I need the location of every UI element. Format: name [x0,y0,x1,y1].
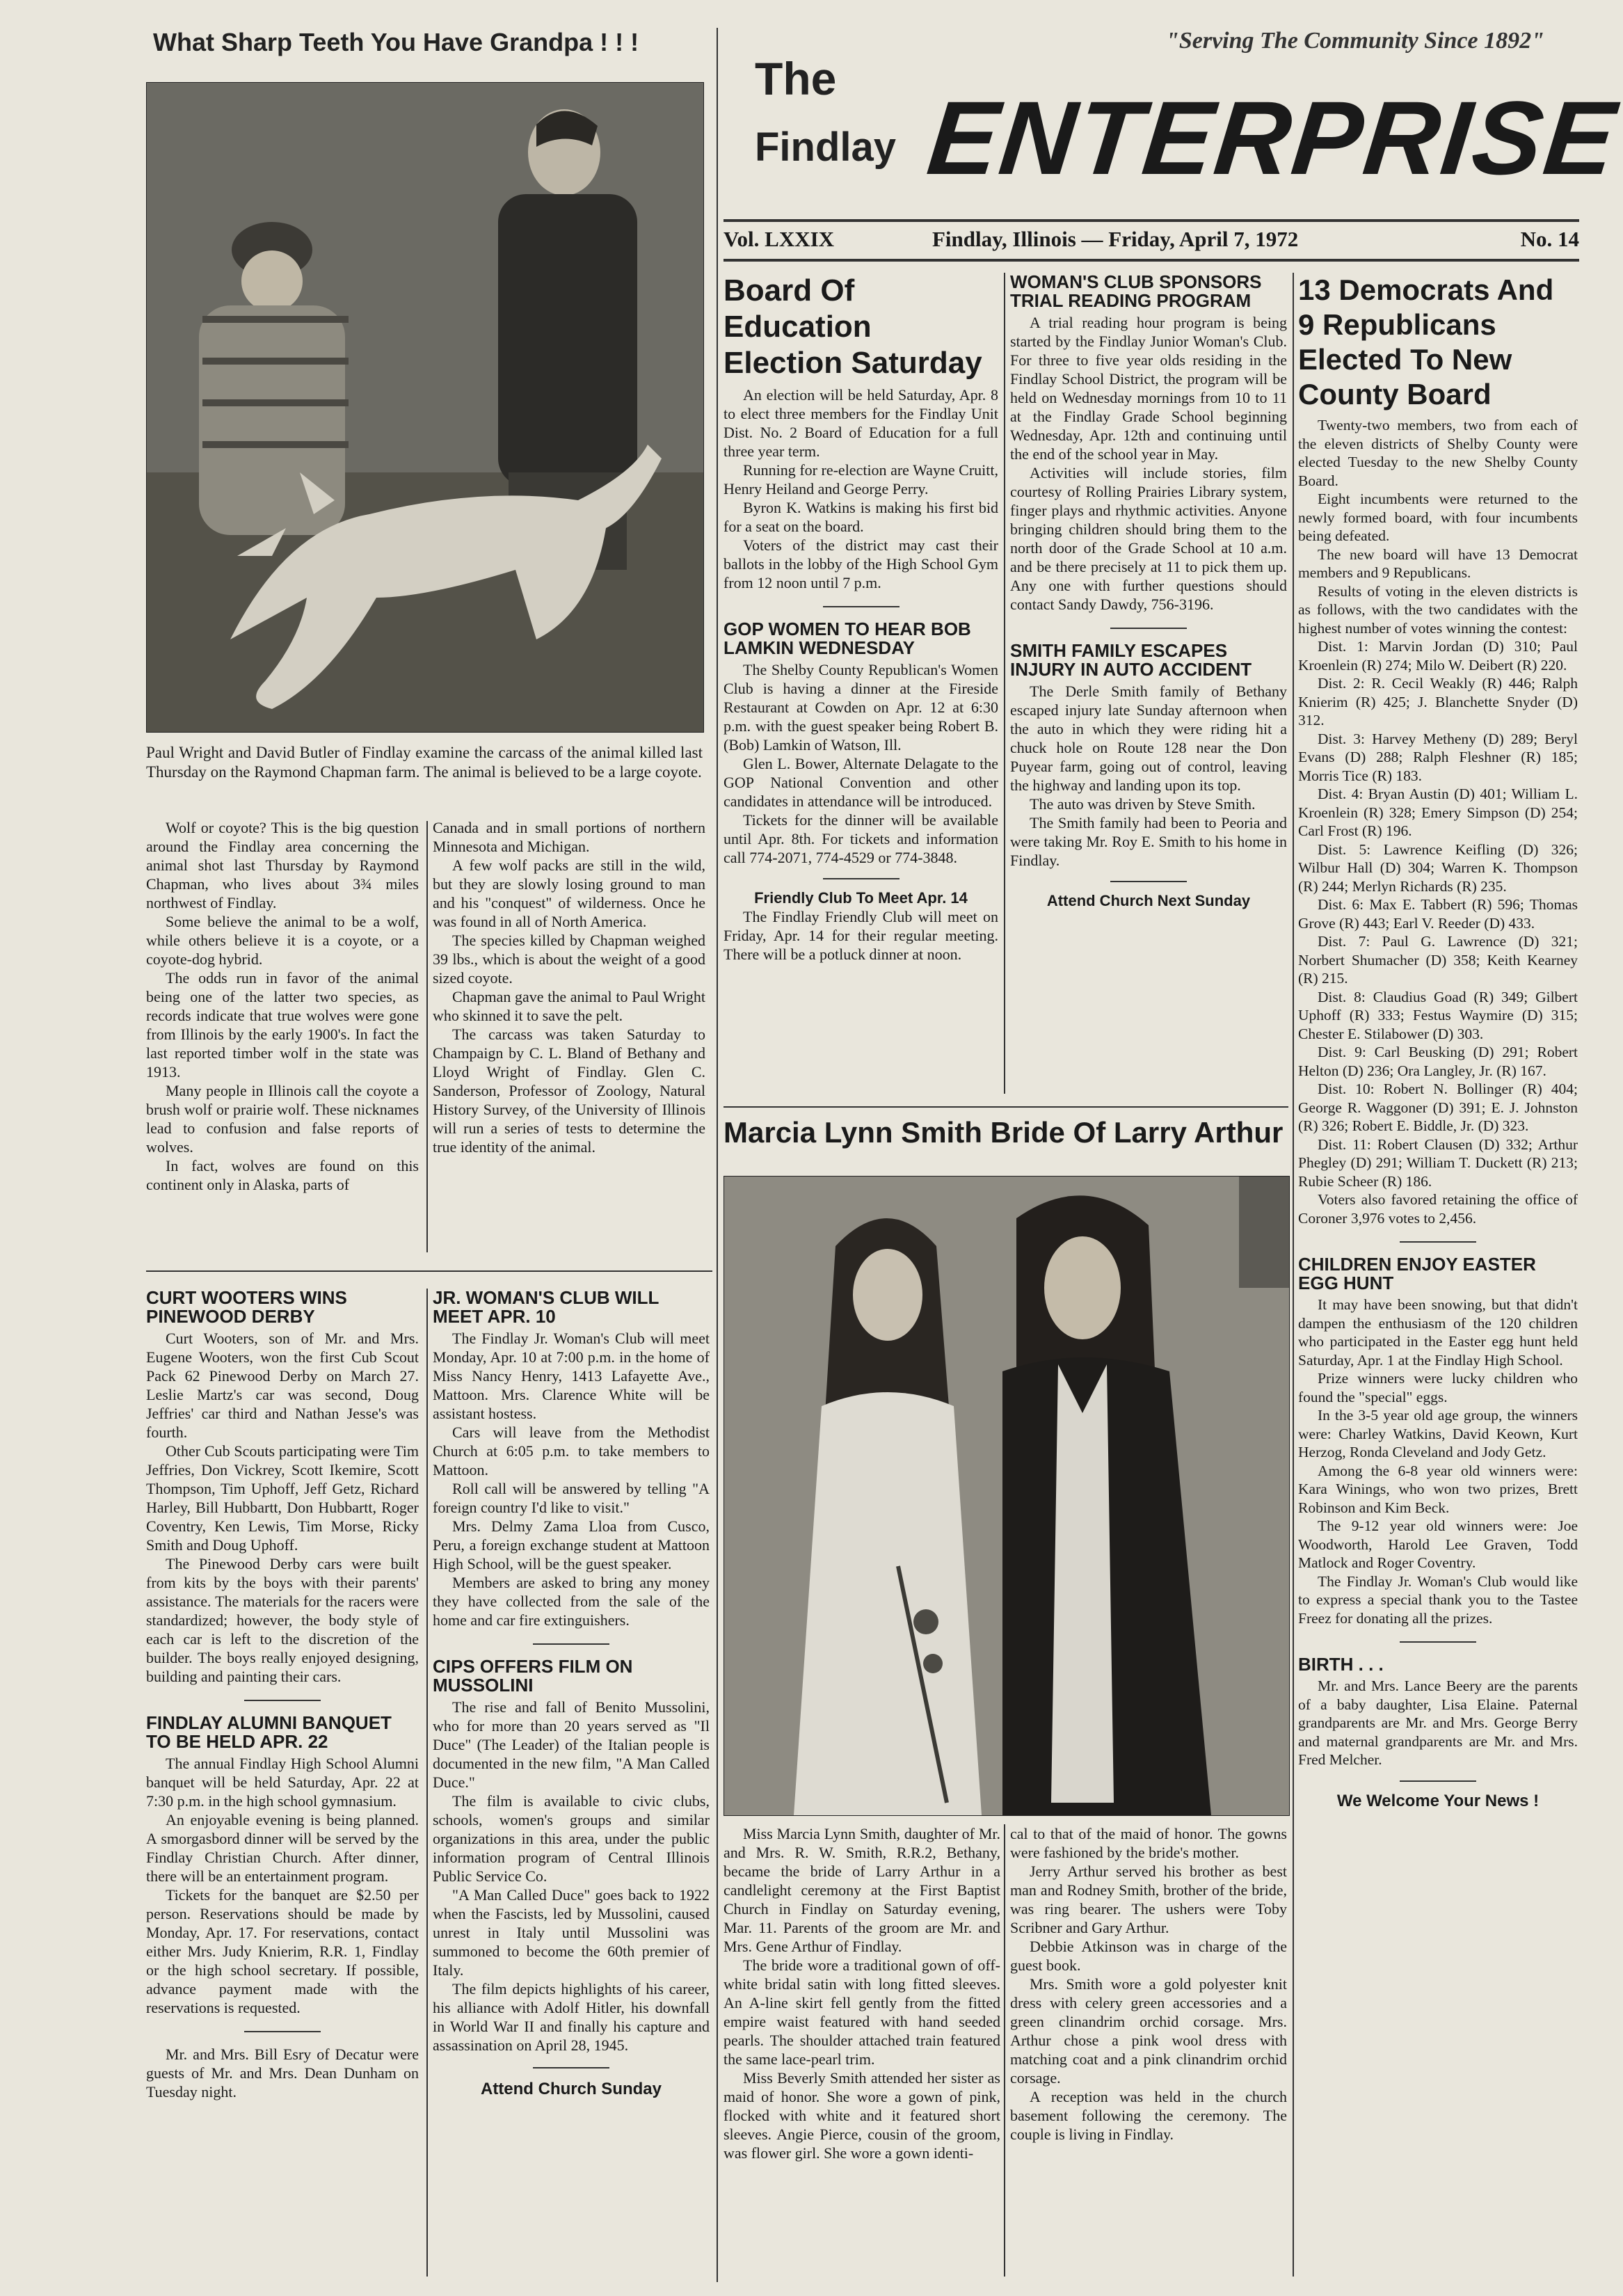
masthead-enterprise: ENTERPRISE [922,79,1623,196]
county-article [1298,273,1578,1811]
cips-title: CIPS OFFERS FILM ON MUSSOLINI [433,1656,633,1696]
cips-paragraph: The rise and fall of Benito Mussolini, who for more than 20 years served as "Il Duce" (The Leader) of the Italian people is documented in the new film, "A Man Called Duce." [433,1698,710,1791]
section-rule [723,1106,1288,1108]
wedding-paragraph: Debbie Atkinson was in charge of the guest book. [1010,1938,1287,1974]
county-paragraph: Voters also favored retaining the office of Coroner 3,976 votes to 2,456. [1298,1191,1578,1227]
wedding-column-1 [723,1824,1000,2162]
board-paragraph: Byron K. Watkins is making his first bid for a seat on the board. [723,499,998,535]
derby-paragraph: Other Cub Scouts participating were Tim Jeffries, Don Vickrey, Scott Ikemire, Scott Thompson, Tim Uphoff, Jeff Getz, Richard Harley, Bill Hubbartt, Don Hubbartt, Roger Coventry, Ken Lewis, Tim Morse, Ricky Smith and Doug Uphoff. [146,1442,419,1554]
masthead-rule [723,219,1579,222]
jrwoman-title: JR. WOMAN'S CLUB WILL MEET APR. 10 [433,1287,659,1327]
county-paragraph: Dist. 10: Robert N. Bollinger (R) 404; George R. Waggoner (D) 391; E. J. Johnston (R) 326; Robert E. Biddle, Jr. (D) 323. [1298,1081,1578,1134]
coyote-paragraph: A few wolf packs are still in the wild, but they are slowly losing ground to man and his "conquest" of wilderness. Once he was found in all of North America. [433,856,705,930]
wedding-paragraph: cal to that of the maid of honor. The gowns were fashioned by the bride's mother. [1010,1825,1287,1861]
coyote-column-2 [433,818,705,1156]
derby-title: CURT WOOTERS WINS PINEWOOD DERBY [146,1287,347,1327]
headline-text: What Sharp Teeth You Have Grandpa ! ! ! [153,28,639,56]
coyote-paragraph: The species killed by Chapman weighed 39 lbs., which is about the weight of a good sized coyote. [433,932,705,987]
divider [1110,628,1187,629]
gop-paragraph: Glen L. Bower, Alternate Delagate to the GOP National Convention and other candidates in attendance will be introduced. [723,755,998,810]
easter-paragraph: The 9-12 year old winners were: Joe Woodworth, Harold Lee Graven, Todd Matlock and Roger Coventry. [1298,1517,1578,1571]
jrwoman-paragraph: The Findlay Jr. Woman's Club will meet Monday, Apr. 10 at 7:00 p.m. in the home of Miss Nancy Henry, 1413 Lafayette Ave., Mattoon. Mrs. Clarence White will be assistant hostess. [433,1330,710,1422]
county-paragraph: Results of voting in the eleven districts is as follows, with the two candidates with the highest number of votes winning the contest: [1298,582,1578,637]
alumni-paragraph: An enjoyable evening is being planned. A smorgasbord dinner will be served by the Findlay Christian Church. After dinner, there will be an entertainment program. [146,1811,419,1885]
derby-article [146,1289,419,2101]
friendly-text: The Findlay Friendly Club will meet on Friday, Apr. 14 for their regular meeting. There will be a potluck dinner at noon. [723,908,998,963]
esry-item: Mr. and Mrs. Bill Esry of Decatur were guests of Mr. and Mrs. Dean Dunham on Tuesday night. [146,2046,419,2100]
divider [823,606,900,607]
wedding-title: Marcia Lynn Smith Bride Of Larry Arthur [723,1116,1284,1149]
reading-paragraph: A trial reading hour program is being started by the Findlay Junior Woman's Club. For three to five year olds residing in the Findlay School District, the program will be held on Wednesday mornings from 10 to 11 at the Findlay Grade School beginning Wednesday, Apr. 12th and continuing until the end of the school year in May. [1010,314,1287,463]
coyote-paragraph: The odds run in favor of the animal being one of the latter two species, as records indicate that true wolves were gone from Illinois by the early 1900's. In fact the last reported timber wolf in the state was 1913. [146,969,419,1081]
wedding-photo-image [724,1177,1289,1815]
cips-footer: Attend Church Sunday [480,2080,662,2098]
coyote-paragraph: Wolf or coyote? This is the big question around the Findlay area concerning the animal shot last Thursday by Raymond Chapman, who lives about 3¾ miles northwest of Findlay. [146,819,419,911]
page-divider [717,28,718,2282]
divider [1110,881,1187,882]
wedding-paragraph: Miss Beverly Smith attended her sister as maid of honor. She wore a gown of pink, flocked with white and it featured short sleeves. Angie Pierce, cousin of the groom, was flower girl. She wore a gown identi- [723,2069,1000,2162]
section-rule [146,1270,712,1272]
county-paragraph: Eight incumbents were returned to the newly formed board, with four incumbents being defeated. [1298,491,1578,544]
wedding-paragraph: Miss Marcia Lynn Smith, daughter of Mr. and Mrs. R. W. Smith, R.R.2, Bethany, became the bride of Larry Arthur in a candlelight ceremony at the First Baptist Church in Findlay on Saturday evening, Mar. 11. Parents of the groom are Mr. and Mrs. Gene Arthur of Findlay. [723,1825,1000,1955]
divider [533,1643,609,1645]
county-paragraph: Dist. 3: Harvey Metheny (D) 289; Beryl Evans (D) 288; Ralph Fleshner (R) 185; Morris Tice (R) 183. [1298,730,1578,784]
column-rule [1004,1824,1005,2277]
smith-paragraph: The auto was driven by Steve Smith. [1030,795,1256,813]
board-title: Board Of Education Election Saturday [723,273,982,380]
coyote-caption: Paul Wright and David Butler of Findlay examine the carcass of the animal killed last Thursday on the Raymond Chapman farm. The animal is believed to be a large coyote. [146,744,703,781]
easter-paragraph: The Findlay Jr. Woman's Club would like to express a special thank you to the Tastee Freez for donating all the prizes. [1298,1572,1578,1627]
divider [244,2031,321,2032]
divider [1400,1780,1476,1782]
county-paragraph: Dist. 2: R. Cecil Weakly (R) 446; Ralph Knierim (R) 425; J. Blanchette Snyder (D) 312. [1298,675,1578,728]
jrwoman-paragraph: Members are asked to bring any money they have collected from the sale of the home and car fire extinguishers. [433,1574,710,1629]
dateline: Findlay, Illinois — Friday, April 7, 1972 [932,227,1299,251]
coyote-paragraph: The carcass was taken Saturday to Champaign by C. L. Bland of Bethany and Lloyd Wright of Findlay. Glen C. Sanderson, Professor of Zoology, Natural History Survey, of the University of Illinois will run a series of tests to determine the true identity of the animal. [433,1026,705,1156]
masthead-findlay: Findlay [755,125,897,170]
board-article [723,273,998,964]
coyote-paragraph: Canada and in small portions of northern Minnesota and Michigan. [433,819,705,855]
masthead-motto: "Serving The Community Since 1892" [1165,28,1544,54]
board-paragraph: An election will be held Saturday, Apr. 8 to elect three members for the Findlay Unit Dist. No. 2 Board of Education for a full three year term. [723,386,998,460]
alumni-paragraph: Tickets for the banquet are $2.50 per person. Reservations should be made by Monday, Apr. 17. For reservations, contact either Mrs. Judy Knierim, R.R. 1, Findlay or the high school secretary. If possible, advance payment made with the reservations is requested. [146,1886,419,2016]
easter-paragraph: It may have been snowing, but that didn't dampen the enthusiasm of the 120 children who participated in the Easter egg hunt held Saturday, Apr. 1 at the Findlay High School. [1298,1296,1578,1369]
coyote-paragraph: Many people in Illinois call the coyote a brush wolf or prairie wolf. These nicknames lead to confusion and false reports of wolves. [146,1082,419,1156]
coyote-headline [153,28,710,57]
county-paragraph: Dist. 5: Lawrence Keifling (D) 326; Wilbur Hall (D) 304; Warren K. Thompson (R) 244; Merlyn Richards (R) 235. [1298,840,1578,895]
county-paragraph: Dist. 6: Max E. Tabbert (R) 596; Thomas Grove (R) 443; Earl V. Reeder (D) 433. [1298,896,1578,932]
divider [823,878,900,879]
column-rule [1293,273,1294,2277]
dateline-bar [723,227,1579,255]
masthead-rule [723,259,1579,262]
issue-number: No. 14 [1520,227,1579,251]
jrwoman-paragraph: Cars will leave from the Methodist Church at 6:05 p.m. to take members to Mattoon. [433,1424,710,1478]
jrwoman-article [433,1289,710,2099]
column-rule [1004,273,1005,1094]
coyote-column-1 [146,818,419,1194]
birth-title: BIRTH . . . [1298,1654,1384,1675]
smith-paragraph: The Derle Smith family of Bethany escaped injury late Sunday afternoon when the auto in which they were riding hit a chuck hole on Route 128 near the Don Puyear farm, going out of control, leaving the highway and landing upon its top. [1010,683,1287,794]
county-paragraph: Dist. 11: Robert Clausen (D) 332; Arthur Phegley (D) 291; William T. Duckett (R) 213; Rubie Scheer (R) 186. [1298,1135,1578,1190]
county-paragraph: The new board will have 13 Democrat members and 9 Republicans. [1298,545,1578,581]
easter-paragraph: Prize winners were lucky children who found the "special" eggs. [1298,1370,1578,1405]
smith-title: SMITH FAMILY ESCAPES INJURY IN AUTO ACCIDENT [1010,640,1252,680]
coyote-paragraph: In fact, wolves are found on this continent only in Alaska, parts of [146,1157,419,1193]
cips-paragraph: The film depicts highlights of his career, his alliance with Adolf Hitler, his downfall in World War II and finally his capture and assassination on April 28, 1945. [433,1980,710,2054]
volume-label: Vol. LXXIX [723,227,835,251]
wedding-paragraph: Jerry Arthur served his brother as best man and Rodney Smith, brother of the bride, was ring bearer. The ushers were Toby Scribner and Gary Arthur. [1010,1863,1287,1936]
reading-paragraph: Activities will include stories, film courtesy of Rolling Prairies Library system, finger plays and rhythmic activities. Anyone bringing children should bring them to the north door of the Grade School at 10 a.m. and be there precisely at 11 to pick them up. Any one with further questions should contact Sandy Dawdy, 756-3196. [1010,464,1287,613]
alumni-title: FINDLAY ALUMNI BANQUET TO BE HELD APR. 22 [146,1712,392,1752]
cips-paragraph: "A Man Called Duce" goes back to 1922 when the Fascists, led by Mussolini, caused unrest in Italy until Mussolini was summoned to become the 60th premier of Italy. [433,1886,710,1979]
divider [1400,1641,1476,1643]
wedding-paragraph: Mrs. Smith wore a gold polyester knit dress with celery green accessories and a green clinandrim orchid corsage. Mrs. Arthur chose a pink wool dress with matching coat and a pink clinandrim orchid corsage. [1010,1975,1287,2087]
county-paragraph: Dist. 7: Paul G. Lawrence (D) 321; Norbert Shumacher (D) 358; Keith Kearney (R) 215. [1298,933,1578,987]
alumni-paragraph: The annual Findlay High School Alumni banquet will be held Saturday, Apr. 22 at 7:30 p.m. in the high school gymnasium. [146,1755,419,1810]
wedding-photo [723,1176,1290,1816]
county-paragraph: Dist. 8: Claudius Goad (R) 349; Gilbert Uphoff (R) 333; Festus Waymire (D) 315; Chester E. Stilabower (D) 303. [1298,988,1578,1042]
county-paragraph: Dist. 1: Marvin Jordan (D) 310; Paul Kroenlein (R) 274; Milo W. Deibert (R) 220. [1298,638,1578,673]
board-paragraph: Voters of the district may cast their ballots in the lobby of the High School Gym from 12 noon until 7 p.m. [723,536,998,591]
masthead-the: The [755,53,837,104]
easter-title: CHILDREN ENJOY EASTER EGG HUNT [1298,1254,1536,1293]
gop-paragraph: Tickets for the dinner will be available until Apr. 8th. For tickets and information call 774-2071, 774-4529 or 774-3848. [723,811,998,866]
birth-text: Mr. and Mrs. Lance Beery are the parents of a baby daughter, Lisa Elaine. Paternal grandparents are Mr. and Mrs. George Berry and maternal grandparents are Mr. and Mrs. Fred Melcher. [1298,1677,1578,1768]
coyote-paragraph: Some believe the animal to be a wolf, while others believe it is a coyote, or a coyote-dog hybrid. [146,913,419,968]
county-paragraph: Twenty-two members, two from each of the eleven districts of Shelby County were elected Tuesday to the new Shelby County Board. [1298,417,1578,489]
smith-footer: Attend Church Next Sunday [1046,892,1251,909]
easter-paragraph: Among the 6-8 year old winners were: Kara Winings, who won two prizes, Brett Robinson and Kim Beck. [1298,1462,1578,1516]
jrwoman-paragraph: Mrs. Delmy Zama Lloa from Cusco, Peru, a foreign exchange student at Mattoon High School, will be the guest speaker. [433,1517,710,1572]
cips-paragraph: The film is available to civic clubs, schools, women's groups and similar organizations in this area, under the public information program of Central Illinois Public Service Co. [433,1792,710,1885]
divider [533,2067,609,2068]
coyote-paragraph: Chapman gave the animal to Paul Wright who skinned it to save the pelt. [433,988,705,1024]
board-paragraph: Running for re-election are Wayne Cruitt, Henry Heiland and George Perry. [723,461,998,497]
reading-article [1010,273,1287,910]
county-paragraph: Dist. 4: Bryan Austin (D) 401; William L. Kroenlein (R) 328; Emery Simpson (D) 254; Carl Frost (R) 196. [1298,786,1578,839]
wedding-headline [723,1116,1288,1149]
wedding-column-2 [1010,1824,1287,2144]
column-rule [426,821,428,1252]
smith-paragraph: The Smith family had been to Peoria and were taking Mr. Roy E. Smith to his home in Findlay. [1010,814,1287,869]
friendly-title: Friendly Club To Meet Apr. 14 [754,889,968,907]
derby-paragraph: The Pinewood Derby cars were built from kits by the boys with their parents' assistance. The materials for the racers were standardized; however, the body style of each car is left to the discretion of the builder. The boys really enjoyed designing, building and painting their cars. [146,1555,419,1685]
easter-paragraph: In the 3-5 year old age group, the winners were: Charley Watkins, David Keown, Kurt Herzog, Ronda Cleveland and Jody Getz. [1298,1407,1578,1460]
reading-title: WOMAN'S CLUB SPONSORS TRIAL READING PROGRAM [1010,271,1262,311]
divider [1400,1241,1476,1243]
coyote-photo-image [147,83,703,732]
county-paragraph: Dist. 9: Carl Beusking (D) 291; Robert Helton (D) 236; Ora Langley, Jr. (R) 167. [1298,1044,1578,1079]
wedding-paragraph: A reception was held in the church basement following the ceremony. The couple is living in Findlay. [1010,2088,1287,2143]
gop-paragraph: The Shelby County Republican's Women Club is having a dinner at the Fireside Restaurant at Cowden on Apr. 12 at 6:30 p.m. with the guest speaker being Robert B. (Bob) Lamkin of Watson, Ill. [723,661,998,754]
column-rule [426,1289,428,2277]
divider [244,1700,321,1701]
jrwoman-paragraph: Roll call will be answered by telling "A foreign country I'd like to visit." [433,1480,710,1516]
county-title: 13 Democrats And 9 Republicans Elected To New County Board [1298,273,1554,410]
wedding-paragraph: The bride wore a traditional gown of off-white bridal satin with long fitted sleeves. An A-line skirt fell gently from the fitted empire waist featured with hand seeded pearls. The shoulder attached train featured the same lace-pearl trim. [723,1956,1000,2068]
coyote-photo [146,82,704,733]
derby-paragraph: Curt Wooters, son of Mr. and Mrs. Eugene Wooters, won the first Cub Scout Pack 62 Pinewood Derby on March 27. Leslie Martz's car was second, Doug Jeffries' car third and Nathan Jesse's was fourth. [146,1330,419,1441]
birth-footer: We Welcome Your News ! [1336,1791,1540,1810]
gop-title: GOP WOMEN TO HEAR BOB LAMKIN WEDNESDAY [723,619,971,658]
